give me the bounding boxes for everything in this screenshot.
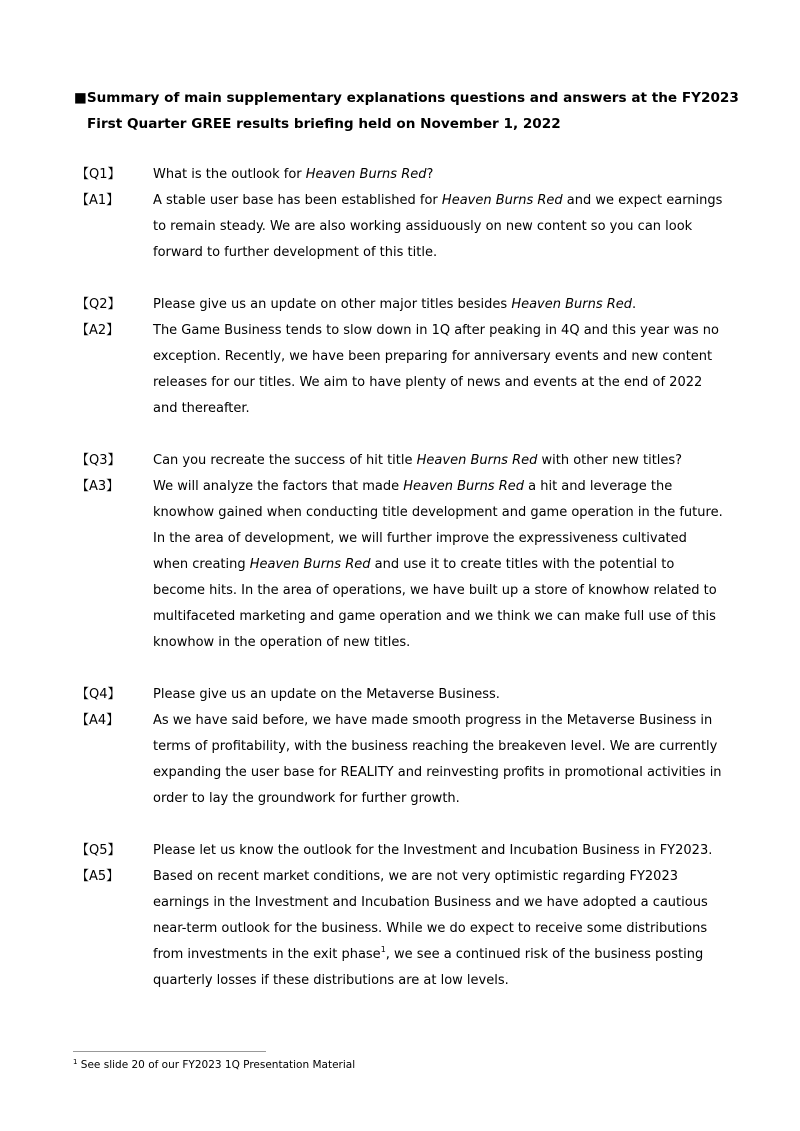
answer-line xyxy=(0,188,800,214)
answer-line xyxy=(0,630,800,656)
text-segment: Please give us an update on the Metaverse Business. xyxy=(153,687,500,702)
answer-line xyxy=(0,526,800,552)
answer-line xyxy=(0,474,800,500)
qa-text xyxy=(153,474,672,500)
text-segment: from investments in the exit phase xyxy=(153,947,381,962)
qa-text xyxy=(153,214,692,240)
text-segment: with other new titles? xyxy=(537,453,683,468)
title-italic: Heaven Burns Red xyxy=(249,557,371,572)
qa-label: 【A4】 xyxy=(76,713,120,728)
text-segment: a hit and leverage the xyxy=(524,479,673,494)
qa-label: 【Q3】 xyxy=(76,453,121,468)
answer-line xyxy=(0,604,800,630)
answer-line xyxy=(0,734,800,760)
answer-line xyxy=(0,240,800,266)
square-bullet-icon: ■ xyxy=(74,90,87,106)
qa-label: 【A5】 xyxy=(76,869,120,884)
qa-text xyxy=(153,578,717,604)
answer-line xyxy=(0,552,800,578)
question-line xyxy=(0,448,800,474)
qa-text xyxy=(153,916,707,942)
answer-line xyxy=(0,916,800,942)
text-segment: We will analyze the factors that made xyxy=(153,479,404,494)
answer-line xyxy=(0,500,800,526)
qa-text xyxy=(153,240,437,266)
answer-line xyxy=(0,214,800,240)
qa-block xyxy=(0,682,800,812)
qa-label: 【A2】 xyxy=(76,323,120,338)
qa-label: 【Q1】 xyxy=(76,167,121,182)
qa-block xyxy=(0,448,800,656)
answer-line xyxy=(0,318,800,344)
qa-text xyxy=(153,292,636,318)
question-line xyxy=(0,162,800,188)
qa-text xyxy=(153,864,678,890)
answer-line xyxy=(0,344,800,370)
footnote-divider xyxy=(73,1051,266,1052)
qa-text xyxy=(153,968,509,994)
title-italic: Heaven Burns Red xyxy=(403,479,524,494)
question-line xyxy=(0,292,800,318)
answer-line xyxy=(0,396,800,422)
document-title xyxy=(74,85,739,137)
answer-line xyxy=(0,578,800,604)
qa-text xyxy=(153,734,717,760)
title-italic: Heaven Burns Red xyxy=(441,193,563,208)
qa-text xyxy=(153,448,682,474)
qa-block xyxy=(0,292,800,422)
answer-line xyxy=(0,708,800,734)
qa-text xyxy=(153,318,719,344)
text-segment: and thereafter. xyxy=(153,401,250,416)
text-segment: In the area of development, we will further improve the expressiveness cultivated xyxy=(153,531,687,546)
answer-line xyxy=(0,942,800,968)
qa-text xyxy=(153,526,687,552)
text-segment: , we see a continued risk of the business posting xyxy=(385,947,704,962)
title-italic: Heaven Burns Red xyxy=(305,167,427,182)
qa-label: 【Q4】 xyxy=(76,687,121,702)
title-line-1: ■Summary of main supplementary explanations questions and answers at the FY2023 xyxy=(74,90,739,106)
qa-text xyxy=(153,682,500,708)
text-segment: releases for our titles. We aim to have plenty of news and events at the end of 2022 xyxy=(153,375,703,390)
text-segment: ? xyxy=(426,167,434,182)
qa-block xyxy=(0,162,800,266)
answer-line xyxy=(0,760,800,786)
text-segment: Please give us an update on other major titles besides xyxy=(153,297,512,312)
text-segment: earnings in the Investment and Incubation Business and we have adopted a cautious xyxy=(153,895,708,910)
qa-text xyxy=(153,942,703,968)
text-segment: become hits. In the area of operations, we have built up a store of knowhow related to xyxy=(153,583,717,598)
text-segment: exception. Recently, we have been preparing for anniversary events and new content xyxy=(153,349,713,364)
qa-text xyxy=(153,500,723,526)
text-segment: Can you recreate the success of hit title xyxy=(153,453,417,468)
text-segment: The Game Business tends to slow down in 1Q after peaking in 4Q and this year was no xyxy=(153,323,719,338)
text-segment: when creating xyxy=(153,557,250,572)
text-segment: terms of profitability, with the business reaching the breakeven level. We are currently xyxy=(153,739,718,754)
text-segment: forward to further development of this title. xyxy=(153,245,438,260)
footnote-mark: 1 xyxy=(73,1058,78,1066)
qa-label: 【Q2】 xyxy=(76,297,121,312)
qa-text xyxy=(153,760,722,786)
qa-text xyxy=(153,188,722,214)
qa-text xyxy=(153,604,716,630)
text-segment: knowhow in the operation of new titles. xyxy=(153,635,411,650)
qa-text xyxy=(153,786,460,812)
footnote xyxy=(73,1059,355,1071)
text-segment: Please let us know the outlook for the Investment and Incubation Business in FY2023. xyxy=(153,843,713,858)
text-segment: . xyxy=(632,297,637,312)
text-segment: Based on recent market conditions, we are not very optimistic regarding FY2023 xyxy=(153,869,678,884)
answer-line xyxy=(0,786,800,812)
qa-label: 【A3】 xyxy=(76,479,120,494)
qa-text xyxy=(153,630,410,656)
qa-label: 【A1】 xyxy=(76,193,120,208)
answer-line xyxy=(0,370,800,396)
text-segment: knowhow gained when conducting title development and game operation in the future. xyxy=(153,505,723,520)
qa-text xyxy=(153,396,250,422)
text-segment: quarterly losses if these distributions are at low levels. xyxy=(153,973,509,988)
qa-text xyxy=(153,708,712,734)
text-segment: and we expect earnings xyxy=(562,193,723,208)
title-italic: Heaven Burns Red xyxy=(511,297,633,312)
footnote-text: See slide 20 of our FY2023 1Q Presentation Material xyxy=(77,1059,356,1071)
qa-text xyxy=(153,890,708,916)
qa-text xyxy=(153,838,712,864)
qa-block xyxy=(0,838,800,994)
text-segment: multifaceted marketing and game operation and we think we can make full use of this xyxy=(153,609,716,624)
text-segment: A stable user base has been established for xyxy=(153,193,442,208)
answer-line xyxy=(0,968,800,994)
qa-label: 【Q5】 xyxy=(76,843,121,858)
text-segment: order to lay the groundwork for further growth. xyxy=(153,791,460,806)
question-line xyxy=(0,682,800,708)
answer-line xyxy=(0,890,800,916)
footnote-ref: 1 xyxy=(380,945,386,954)
question-line xyxy=(0,838,800,864)
qa-text xyxy=(153,370,702,396)
text-segment: and use it to create titles with the potential to xyxy=(370,557,675,572)
qa-list xyxy=(0,162,800,1020)
qa-text xyxy=(153,552,674,578)
title-italic: Heaven Burns Red xyxy=(416,453,538,468)
text-segment: expanding the user base for REALITY and reinvesting profits in promotional activities in xyxy=(153,765,722,780)
qa-text xyxy=(153,162,433,188)
answer-line xyxy=(0,864,800,890)
text-segment: near-term outlook for the business. While we do expect to receive some distributions xyxy=(153,921,708,936)
title-line-2: First Quarter GREE results briefing held on November 1, 2022 xyxy=(87,116,561,132)
text-segment: What is the outlook for xyxy=(153,167,306,182)
text-segment: As we have said before, we have made smooth progress in the Metaverse Business in xyxy=(153,713,713,728)
qa-text xyxy=(153,344,712,370)
text-segment: to remain steady. We are also working assiduously on new content so you can look xyxy=(153,219,693,234)
